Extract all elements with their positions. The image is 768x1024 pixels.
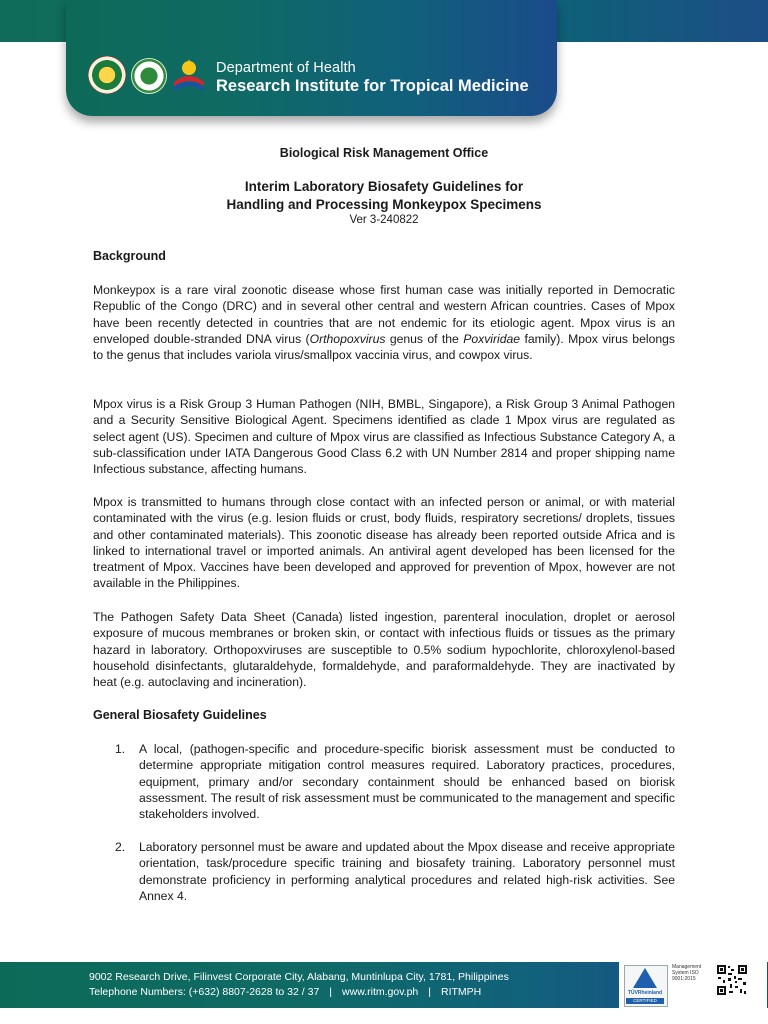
guideline-number: 2.: [115, 840, 126, 854]
ritm-seal-logo: [131, 58, 167, 94]
bagong-pilipinas-logo: [170, 56, 208, 96]
footer-website[interactable]: www.ritm.gov.ph: [342, 986, 419, 998]
office-title: Biological Risk Management Office: [279, 146, 489, 160]
guideline-item: [93, 741, 675, 822]
footer-contact: Telephone Numbers: (+632) 8807-2628 to 32 / 37 | www.ritm.gov.ph | RITMPH: [89, 986, 482, 998]
background-paragraph-3: Mpox is transmitted to humans through close contact with an infected person or animal, or with material contaminated with the virus (e.g. lesion fluids or crust, body fluids, respiratory secretions/ droplets, tissues and other contaminated materials). This zoonotic disease has already been reported outside Africa and is linked to international travel or imported animals. An antiviral agent developed has been licensed for the treatment of Mpox. Vaccines have been developed and approved for prevention of Mpox, however are not available in the Philippines.: [93, 495, 675, 591]
footer-address: 9002 Research Drive, Filinvest Corporate City, Alabang, Muntinlupa City, 1781, Philippines: [89, 971, 509, 983]
tuv-brand-label: TÜVRheinland: [627, 990, 663, 996]
background-heading: Background: [93, 249, 166, 263]
background-paragraph-2: Mpox virus is a Risk Group 3 Human Pathogen (NIH, BMBL, Singapore), a Risk Group 3 Animal Pathogen and a Security Sensitive Biological Agent. Specimens identified as clade 1 Mpox virus are regulated as select agent (US). Specimen and culture of Mpox virus are classified as Infectious Substance Category A, a sub-classification under IATA Dangerous Good Class 6.2 with UN Number 2814 and proper shipping name Infectious substance, affecting humans.: [93, 397, 675, 477]
tuv-triangle-icon: [633, 968, 657, 988]
footer-social-handle: RITMPH: [441, 986, 482, 998]
management-system-label: Management System ISO 9001:2015: [672, 964, 702, 982]
tuv-certified-label: CERTIFIED: [626, 998, 664, 1004]
guideline-item: [93, 839, 675, 904]
qr-code-icon: [716, 964, 748, 996]
guidelines-heading: General Biosafety Guidelines: [93, 708, 267, 722]
doh-seal-logo: [88, 56, 126, 94]
department-name: Department of Health: [216, 60, 356, 76]
footer-phone: Telephone Numbers: (+632) 8807-2628 to 32 / 37: [89, 986, 320, 998]
document-title-line1: Interim Laboratory Biosafety Guidelines for: [244, 179, 524, 194]
guideline-text: A local, (pathogen-specific and procedure-specific biorisk assessment must be conducted to determine appropriate mitigation control measures required. Laboratory practices, procedures, equipment, primary and/or secondary containment should be enhanced based on biorisk assessment. The result of risk assessment must be communicated to the management and specific stakeholders involved.: [139, 742, 675, 822]
background-paragraph-4: The Pathogen Safety Data Sheet (Canada) listed ingestion, parenteral inoculation, droplet or aerosol exposure of mucous membranes or broken skin, or contact with infectious fluids or tissues as the primary hazard in laboratory. Orthopoxviruses are susceptible to 0.5% sodium hypochlorite, chloroxylenol-based household disinfectants, glutaraldehyde, formaldehyde, and paraformaldehyde. They are inactivated by heat (e.g. autoclaving and incineration).: [93, 610, 675, 690]
guideline-number: 1.: [115, 742, 126, 756]
header-banner: [66, 0, 557, 116]
institute-name: Research Institute for Tropical Medicine: [216, 77, 529, 95]
document-version: Ver 3-240822: [349, 214, 419, 226]
background-paragraph-1: Monkeypox is a rare viral zoonotic disease whose first human case was initially reported in Democratic Republic of the Congo (DRC) and in several other central and western African countries. Cases of Mpox have been recently detected in countries that are not endemic for its etiologic agent. Mpox virus is an enveloped double-stranded DNA virus (Orthopoxvirus genus of the Poxviridae family). Mpox virus belongs to the genus that includes variola virus/smallpox vaccinia virus, and cowpox virus.: [93, 283, 675, 363]
guideline-text: Laboratory personnel must be aware and updated about the Mpox disease and receive appropriate orientation, task/procedure specific training and biosafety training. Laboratory personnel must demonstrate proficiency in performing analytical procedures and related high-risk activities. See Annex 4.: [139, 840, 675, 903]
document-title-line2: Handling and Processing Monkeypox Specimens: [226, 197, 542, 212]
